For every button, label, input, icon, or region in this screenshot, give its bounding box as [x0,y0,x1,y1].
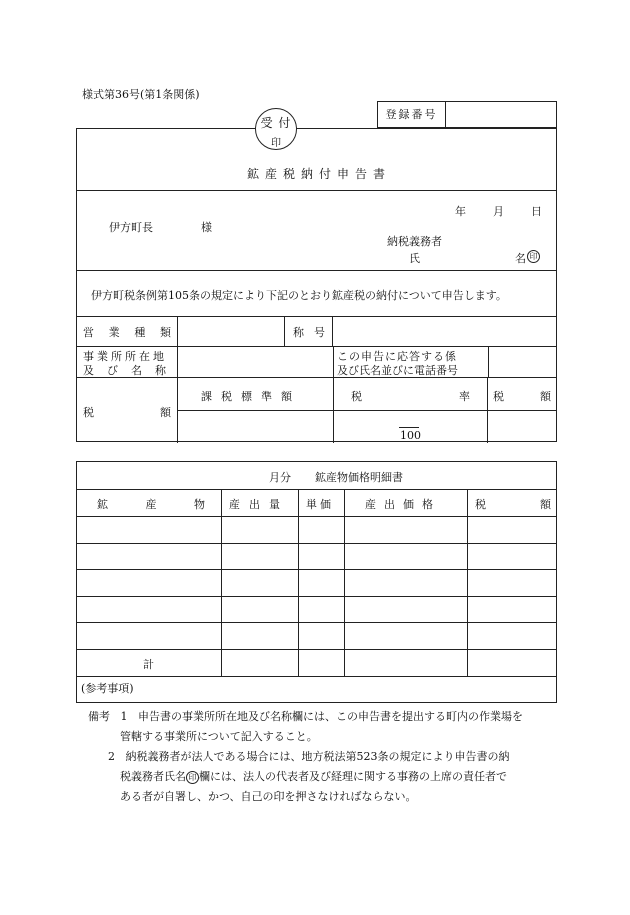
addressee-suffix: 様 [201,221,212,234]
fraction-bar [399,427,419,428]
col-header-mineral: 鉱 産 物 [97,498,205,511]
office-name-label: 及び名称 [83,364,179,377]
contact-field[interactable] [489,347,557,376]
mineral-price-detail-table [76,461,557,703]
divider [77,596,556,597]
office-location-label: 事業所所在地 [83,350,167,363]
registration-label: 登録番号 [378,102,446,127]
trade-name-label: 称 号 [293,326,325,339]
col-divider [333,346,334,377]
col-header-tax: 税 額 [475,498,551,511]
business-type-label: 営 業 種 類 [83,326,171,339]
stamp-text-seal: 印 [271,138,281,149]
tax-base-field[interactable] [178,411,332,442]
col-header-output: 産出量 [229,498,289,511]
name-label-first: 氏 [409,252,420,265]
form-number: 様式第36号(第1条関係) [82,88,200,101]
divider [77,516,556,517]
total-label: 計 [143,658,154,671]
col-divider [298,489,299,676]
note-2-line-3: ある者が自署し、かつ、自己の印を押さなければならない。 [120,790,417,803]
note-1-text-1: 申告書の事業所所在地及び名称欄には、この申告書を提出する町内の作業場を [138,710,523,723]
tax-amount-label: 税 額 [83,406,171,419]
note-1-line-1 [88,707,558,727]
taxpayer-label: 納税義務者 [387,235,442,248]
col-divider [284,316,285,346]
col-header-unit-price: 単価 [306,498,334,511]
tax-base-label: 課税標準額 [201,390,301,403]
tax-rate-numerator-field[interactable] [395,411,425,426]
note-1-number: 1 [120,710,128,723]
name-label-second: 名 [515,252,526,265]
col-divider [344,489,345,676]
registration-box [377,101,557,128]
date-day-label: 日 [531,205,542,218]
note-2-text-2a: 税義務者氏名 [120,770,186,783]
note-2-text-1: 納税義務者が法人である場合には、地方税法第523条の規定により申告書の納 [125,750,510,763]
col-divider [333,377,334,443]
tax-rate-label-second: 率 [459,390,470,403]
notes-heading: 備考 [88,710,110,723]
date-year-label: 年 [455,205,466,218]
rate-denominator: 100 [400,429,421,442]
business-type-field[interactable] [178,317,283,345]
col-header-output-value: 産出価格 [365,498,441,511]
office-location-field[interactable] [178,347,332,376]
tax-rate-label-first: 税 [351,390,362,403]
note-2-number: 2 [108,750,115,763]
form-title [247,165,392,182]
divider [77,543,556,544]
divider [77,649,556,650]
tax-amount-field[interactable] [488,411,557,442]
form-title-text: 鉱産税納付申告書 [247,167,392,181]
note-2-text-2b: 欄には、法人の代表者及び経理に関する事務の上席の責任者で [199,770,507,783]
month-label: 月分 [269,471,291,484]
divider [77,622,556,623]
tax-declaration-form [76,128,557,442]
divider [77,190,556,191]
registration-number-field[interactable] [447,102,556,127]
remarks-label: (参考事項) [81,682,134,695]
taxpayer-name-field[interactable] [427,247,513,265]
divider [77,569,556,570]
stamp-text-received: 受 付 [260,116,292,130]
contact-person-label: この申告に応答する係 [337,350,457,363]
seal-mark-icon: 印 [527,250,540,263]
col-divider [467,489,468,676]
date-month-label: 月 [493,205,504,218]
notes-section [88,707,558,807]
trade-name-field[interactable] [333,317,557,345]
detail-title: 鉱産物価格明細書 [315,471,403,484]
divider [77,676,556,677]
note-2-line-1 [76,747,558,767]
addressee: 伊方町長 [109,221,153,234]
seal-mark-icon: 印 [186,771,199,784]
seal-mark-wrap [527,249,540,263]
tax-col-label: 税 額 [493,390,551,403]
contact-phone-label: 及び氏名並びに電話番号 [337,364,458,377]
col-divider [221,489,222,676]
divider [77,270,556,271]
note-1-line-2: 管轄する事業所について記入すること。 [120,730,318,743]
divider [77,489,556,490]
note-2-line-2 [88,767,558,787]
reception-stamp [255,108,297,150]
declaration-text: 伊方町税条例第105条の規定により下記のとおり鉱産税の納付について申告します。 [91,289,507,302]
